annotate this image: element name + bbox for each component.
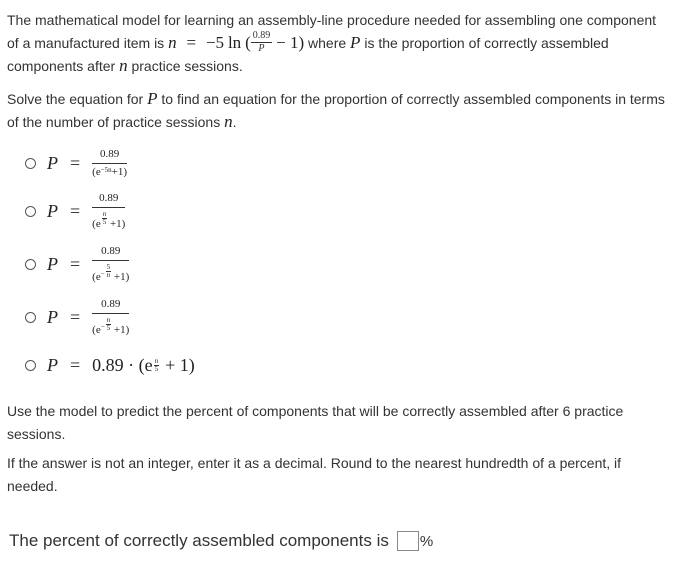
option-expression [47,299,129,336]
option-equals: = [70,306,81,327]
intro-end: practice sessions. [131,58,243,75]
answer-option-1[interactable] [25,148,127,178]
intro-text: The mathematical model for learning an assembly-line procedure needed for assembling one component of a manufactured item is [7,12,657,51]
solve-suffix: to find an equation for the proportion of correctly assembled components in terms of the number of practice sessions [7,91,665,130]
answer-option-3[interactable] [25,244,130,283]
option-var: P [47,306,58,327]
den-suffix: +1) [113,270,130,283]
exponent-fraction [102,211,108,226]
option-expression [47,246,129,283]
exponent-numerator: n [154,356,159,365]
exponent-denominator: 5 [102,217,107,226]
option-expression [47,149,127,178]
den-prefix: (e [92,270,101,283]
solve-end: . [232,113,237,130]
option-value: 0.89 · (e [92,354,153,375]
den-prefix: (e [92,323,101,336]
den-prefix: (e [92,165,101,178]
radio-button[interactable] [25,360,36,371]
model-equals: = [186,32,197,52]
model-fraction-numerator: 0.89 [252,30,271,42]
option-var: P [47,152,58,173]
fraction-denominator [92,208,125,230]
prediction-text: Use the model to predict the percent of components that will be correctly assembled after 6 practice sessions. [7,403,624,442]
percent-answer-input[interactable] [397,531,419,551]
exponent-denominator: 5 [106,323,111,332]
fraction-denominator [92,314,129,336]
solve-prefix: Solve the equation for [7,91,144,107]
option-fraction [92,299,129,336]
option-expression [47,355,195,376]
answer-option-2[interactable] [25,191,126,230]
fraction-denominator [92,164,127,178]
den-prefix: (e [92,217,101,230]
option-equals: = [70,152,81,173]
fraction-numerator: 0.89 [92,246,129,261]
radio-button[interactable] [25,158,36,169]
radio-button[interactable] [25,312,36,323]
model-n: n [168,32,177,52]
exponent-denominator: n [106,270,111,279]
model-ln: ln [227,32,242,52]
answer-option-4[interactable] [25,297,130,336]
radio-button[interactable] [25,206,36,217]
exponent-numerator: n [106,315,111,324]
exponent-fraction [106,264,112,279]
solve-n: n [224,111,233,131]
exponent-fraction [106,317,112,332]
answer-option-5[interactable] [25,350,195,380]
solve-p: P [147,89,158,108]
option-equals: = [70,200,81,221]
model-fraction [251,31,273,54]
radio-button[interactable] [25,259,36,270]
fraction-numerator: 0.89 [92,149,127,164]
option-fraction [92,246,129,283]
exponent-numerator: 5 [106,262,111,271]
option-tail: + 1) [165,354,195,375]
solve-instruction [7,88,667,133]
exponent-denominator: 5 [154,364,159,373]
intro-p: P [350,32,361,52]
exponent-numerator: n [102,209,107,218]
intro-n: n [119,56,128,76]
option-var: P [47,354,58,375]
intro-where: where [308,34,347,51]
option-expression [47,193,125,230]
percent-unit: % [419,532,434,550]
fraction-denominator [92,261,129,283]
model-coefficient: −5 [205,32,225,52]
option-equals: = [70,354,81,375]
exponent-sign: − [100,269,105,278]
exponent: −5n [100,165,112,174]
option-equals: = [70,253,81,274]
den-suffix: +1) [111,165,128,178]
fraction-numerator: 0.89 [92,299,129,314]
den-suffix: +1) [113,323,130,336]
exponent-sign: − [100,322,105,331]
model-fraction-denominator: P [258,43,265,55]
den-suffix: +1) [109,217,126,230]
answer-row [9,529,433,553]
intro-suffix: is the proportion of correctly assembled components after [7,34,609,75]
option-fraction [92,193,125,230]
option-fraction [92,149,127,178]
model-minus-one: − 1) [276,32,305,52]
exponent-fraction [154,358,160,373]
option-var: P [47,200,58,221]
fraction-numerator: 0.89 [92,193,125,208]
problem-intro [7,9,667,78]
answer-label: The percent of correctly assembled components is [9,531,389,550]
option-var: P [47,253,58,274]
rounding-note: If the answer is not an integer, enter it as a decimal. Round to the nearest hundredth of a percent, if needed. [7,455,622,494]
model-lparen: ( [245,32,251,52]
